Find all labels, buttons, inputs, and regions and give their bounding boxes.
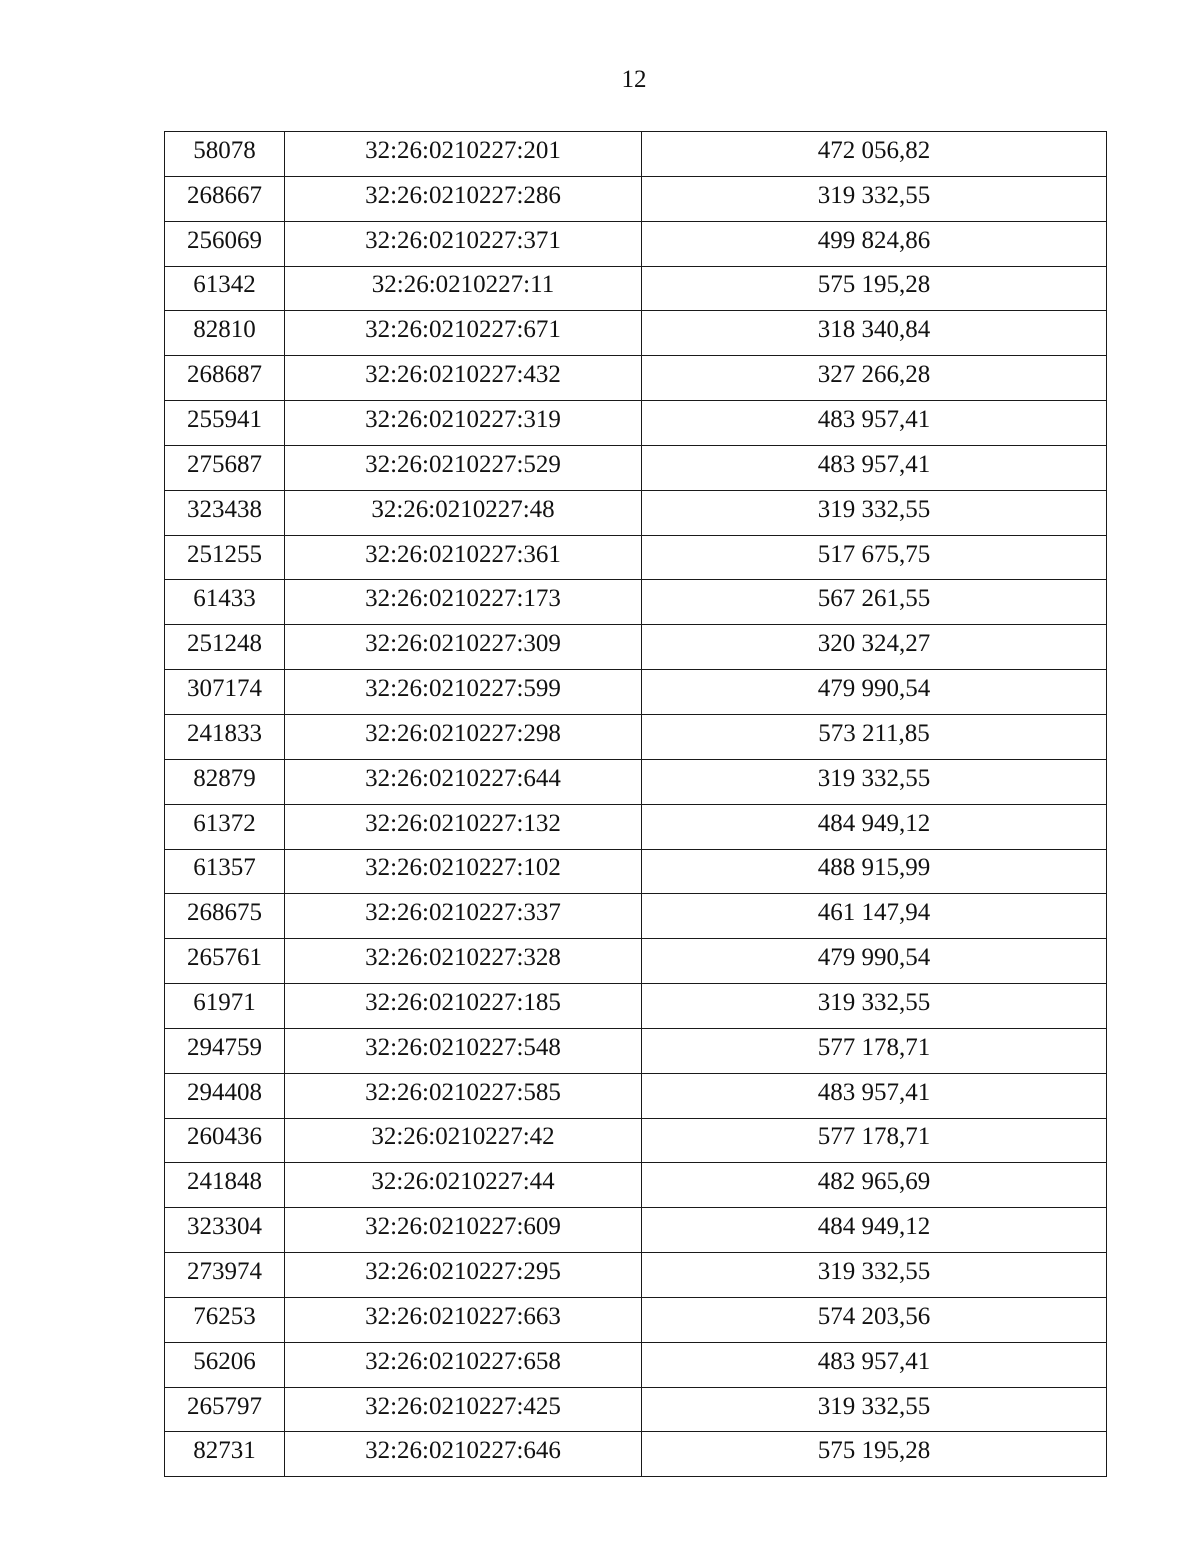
cadastral-value-cell: 573 211,85: [642, 714, 1107, 759]
row-id-cell: 61433: [165, 580, 285, 625]
cadastral-number-cell: 32:26:0210227:48: [285, 490, 642, 535]
row-id-cell: 275687: [165, 445, 285, 490]
cadastral-value-cell: 319 332,55: [642, 759, 1107, 804]
row-id-cell: 61342: [165, 266, 285, 311]
row-id-cell: 307174: [165, 670, 285, 715]
table-row: [165, 1163, 1107, 1208]
row-id-cell: 294759: [165, 1028, 285, 1073]
table-row: [165, 401, 1107, 446]
table-row: [165, 1297, 1107, 1342]
table-row: [165, 1387, 1107, 1432]
cadastral-number-cell: 32:26:0210227:548: [285, 1028, 642, 1073]
row-id-cell: 82879: [165, 759, 285, 804]
cadastral-value-cell: 482 965,69: [642, 1163, 1107, 1208]
row-id-cell: 265797: [165, 1387, 285, 1432]
row-id-cell: 58078: [165, 132, 285, 177]
cadastral-value-cell: 472 056,82: [642, 132, 1107, 177]
cadastral-number-cell: 32:26:0210227:44: [285, 1163, 642, 1208]
cadastral-number-cell: 32:26:0210227:585: [285, 1073, 642, 1118]
table-row: [165, 714, 1107, 759]
row-id-cell: 56206: [165, 1342, 285, 1387]
cadastral-value-cell: 484 949,12: [642, 1208, 1107, 1253]
page-number: 12: [621, 66, 647, 93]
table-row: [165, 939, 1107, 984]
cadastral-value-cell: 483 957,41: [642, 1073, 1107, 1118]
cadastral-number-cell: 32:26:0210227:432: [285, 356, 642, 401]
row-id-cell: 265761: [165, 939, 285, 984]
table-row: [165, 1253, 1107, 1298]
table-row: [165, 1208, 1107, 1253]
table-body: [165, 132, 1107, 1477]
row-id-cell: 251255: [165, 535, 285, 580]
cadastral-number-cell: 32:26:0210227:132: [285, 804, 642, 849]
cadastral-value-cell: 577 178,71: [642, 1118, 1107, 1163]
row-id-cell: 76253: [165, 1297, 285, 1342]
cadastral-value-cell: 483 957,41: [642, 445, 1107, 490]
table-row: [165, 132, 1107, 177]
cadastral-number-cell: 32:26:0210227:173: [285, 580, 642, 625]
cadastral-value-cell: 517 675,75: [642, 535, 1107, 580]
cadastral-value-cell: 488 915,99: [642, 849, 1107, 894]
cadastral-value-cell: 319 332,55: [642, 490, 1107, 535]
cadastral-number-cell: 32:26:0210227:11: [285, 266, 642, 311]
table-row: [165, 625, 1107, 670]
cadastral-number-cell: 32:26:0210227:425: [285, 1387, 642, 1432]
cadastral-value-cell: 484 949,12: [642, 804, 1107, 849]
cadastral-number-cell: 32:26:0210227:644: [285, 759, 642, 804]
cadastral-number-cell: 32:26:0210227:295: [285, 1253, 642, 1298]
table-row: [165, 535, 1107, 580]
row-id-cell: 268687: [165, 356, 285, 401]
cadastral-value-cell: 567 261,55: [642, 580, 1107, 625]
row-id-cell: 268675: [165, 894, 285, 939]
table-row: [165, 1432, 1107, 1477]
table-row: [165, 356, 1107, 401]
cadastral-number-cell: 32:26:0210227:328: [285, 939, 642, 984]
row-id-cell: 82810: [165, 311, 285, 356]
cadastral-number-cell: 32:26:0210227:599: [285, 670, 642, 715]
cadastral-value-cell: 461 147,94: [642, 894, 1107, 939]
row-id-cell: 294408: [165, 1073, 285, 1118]
cadastral-value-cell: 319 332,55: [642, 1253, 1107, 1298]
table-row: [165, 804, 1107, 849]
row-id-cell: 255941: [165, 401, 285, 446]
row-id-cell: 323304: [165, 1208, 285, 1253]
cadastral-value-cell: 479 990,54: [642, 670, 1107, 715]
cadastral-value-cell: 483 957,41: [642, 401, 1107, 446]
row-id-cell: 241833: [165, 714, 285, 759]
table-row: [165, 1342, 1107, 1387]
table-row: [165, 445, 1107, 490]
cadastral-number-cell: 32:26:0210227:609: [285, 1208, 642, 1253]
table-row: [165, 1028, 1107, 1073]
cadastral-number-cell: 32:26:0210227:298: [285, 714, 642, 759]
table-row: [165, 849, 1107, 894]
table-row: [165, 1073, 1107, 1118]
cadastral-value-cell: 320 324,27: [642, 625, 1107, 670]
row-id-cell: 61372: [165, 804, 285, 849]
row-id-cell: 61971: [165, 984, 285, 1029]
cadastral-value-cell: 575 195,28: [642, 266, 1107, 311]
row-id-cell: 256069: [165, 221, 285, 266]
cadastral-number-cell: 32:26:0210227:646: [285, 1432, 642, 1477]
cadastral-number-cell: 32:26:0210227:663: [285, 1297, 642, 1342]
row-id-cell: 61357: [165, 849, 285, 894]
table-row: [165, 311, 1107, 356]
cadastral-number-cell: 32:26:0210227:201: [285, 132, 642, 177]
cadastral-number-cell: 32:26:0210227:185: [285, 984, 642, 1029]
row-id-cell: 268667: [165, 176, 285, 221]
table-row: [165, 176, 1107, 221]
cadastral-value-cell: 319 332,55: [642, 984, 1107, 1029]
table-row: [165, 580, 1107, 625]
cadastral-value-table: [164, 131, 1107, 1477]
row-id-cell: 251248: [165, 625, 285, 670]
cadastral-value-cell: 499 824,86: [642, 221, 1107, 266]
table-row: [165, 984, 1107, 1029]
cadastral-number-cell: 32:26:0210227:371: [285, 221, 642, 266]
table-row: [165, 670, 1107, 715]
cadastral-number-cell: 32:26:0210227:337: [285, 894, 642, 939]
cadastral-number-cell: 32:26:0210227:309: [285, 625, 642, 670]
cadastral-value-cell: 479 990,54: [642, 939, 1107, 984]
row-id-cell: 241848: [165, 1163, 285, 1208]
table-row: [165, 221, 1107, 266]
table-row: [165, 759, 1107, 804]
cadastral-value-cell: 319 332,55: [642, 1387, 1107, 1432]
cadastral-value-cell: 483 957,41: [642, 1342, 1107, 1387]
row-id-cell: 82731: [165, 1432, 285, 1477]
cadastral-value-cell: 327 266,28: [642, 356, 1107, 401]
row-id-cell: 323438: [165, 490, 285, 535]
row-id-cell: 260436: [165, 1118, 285, 1163]
table-row: [165, 1118, 1107, 1163]
row-id-cell: 273974: [165, 1253, 285, 1298]
cadastral-value-cell: 575 195,28: [642, 1432, 1107, 1477]
table-row: [165, 266, 1107, 311]
cadastral-number-cell: 32:26:0210227:658: [285, 1342, 642, 1387]
cadastral-number-cell: 32:26:0210227:361: [285, 535, 642, 580]
cadastral-number-cell: 32:26:0210227:102: [285, 849, 642, 894]
cadastral-value-cell: 319 332,55: [642, 176, 1107, 221]
cadastral-value-cell: 318 340,84: [642, 311, 1107, 356]
cadastral-number-cell: 32:26:0210227:529: [285, 445, 642, 490]
cadastral-value-cell: 574 203,56: [642, 1297, 1107, 1342]
cadastral-value-cell: 577 178,71: [642, 1028, 1107, 1073]
cadastral-number-cell: 32:26:0210227:319: [285, 401, 642, 446]
cadastral-number-cell: 32:26:0210227:671: [285, 311, 642, 356]
table-row: [165, 894, 1107, 939]
cadastral-number-cell: 32:26:0210227:42: [285, 1118, 642, 1163]
table-row: [165, 490, 1107, 535]
cadastral-number-cell: 32:26:0210227:286: [285, 176, 642, 221]
